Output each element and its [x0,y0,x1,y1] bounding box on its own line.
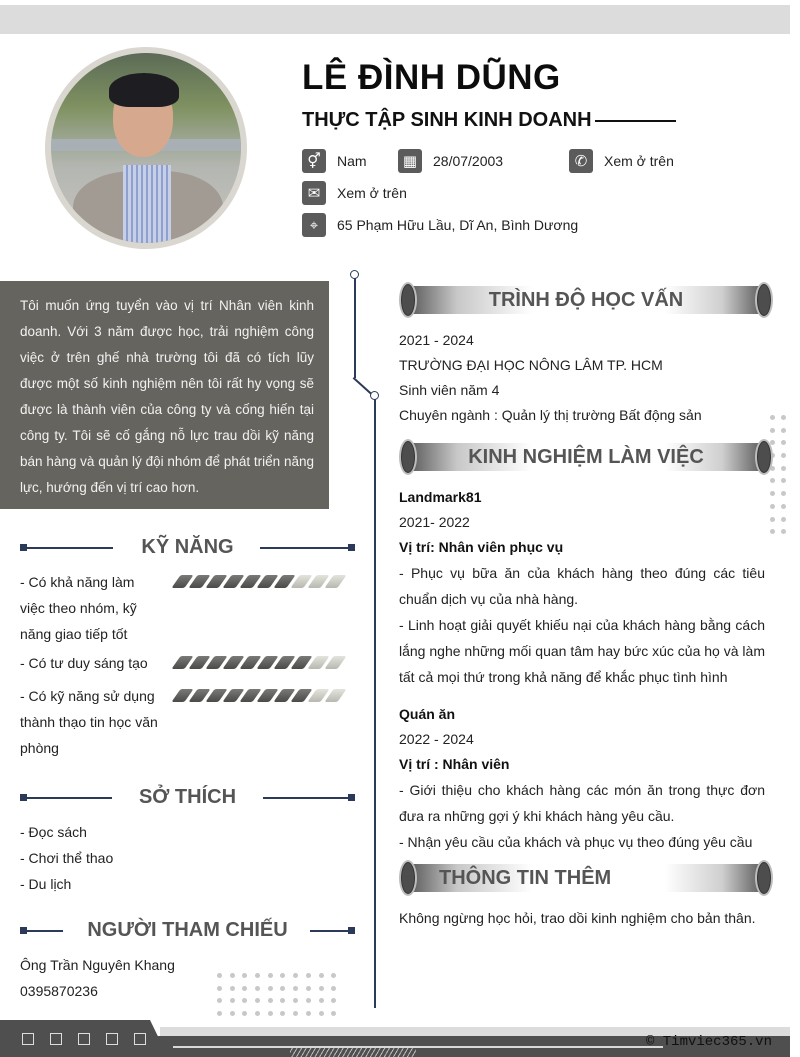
birthday-cake-icon: ▦ [398,149,422,173]
job-position: Vị trí : Nhân viên [399,756,510,772]
reference-phone: 0395870236 [20,983,98,999]
info-address [302,213,578,237]
skill-rating-bar [176,656,342,669]
job-company: Landmark81 [399,489,482,505]
job-period: 2021- 2022 [399,514,470,530]
education-status: Sinh viên năm 4 [399,382,500,398]
phone-icon: ✆ [569,149,593,173]
skill-rating-bar [176,575,342,588]
phone-value: Xem ở trên [604,153,674,169]
decorative-dot-grid [217,973,336,1016]
top-band [0,5,790,34]
reference-name: Ông Trần Nguyên Khang [20,957,175,973]
job-duty: - Giới thiệu cho khách hàng các món ăn trong thực đơn đưa ra những gợi ý khi khách hàng yêu cầu. [399,782,765,824]
skill-label: - Có tư duy sáng tạo [20,655,148,671]
references-heading: NGƯỜI THAM CHIẾU [20,915,355,945]
reference-details [20,952,175,1004]
education-major: Chuyên ngành : Quản lý thị trường Bất động sản [399,407,702,423]
email-value: Xem ở trên [337,185,407,201]
address-value: 65 Phạm Hữu Lầu, Dĩ An, Bình Dương [337,217,579,233]
title-divider [595,120,676,122]
birthday-value: 28/07/2003 [433,153,504,169]
hobbies-heading: SỞ THÍCH [20,782,355,812]
education-period: 2021 - 2024 [399,332,474,348]
job-company: Quán ăn [399,706,456,722]
education-school: TRƯỜNG ĐẠI HỌC NÔNG LÂM TP. HCM [399,357,663,373]
skill-rating-bar [176,689,342,702]
additional-info-heading: THÔNG TIN THÊM [399,860,773,896]
footer-decorative-squares [22,1033,146,1045]
candidate-name: LÊ ĐÌNH DŨNG [302,58,561,97]
experience-heading: KINH NGHIỆM LÀM VIỆC [399,439,773,475]
education-heading: TRÌNH ĐỘ HỌC VẤN [399,282,773,318]
career-objective: Tôi muốn ứng tuyển vào vị trí Nhân viên kinh doanh. Với 3 năm được học, trải nghiệm công việc ở trên ghế nhà trường tôi đã có tích lũy được một số kinh nghiệm nên tôi rất hy vọng sẽ được là thành viên của công ty và cống hiến tại công ty. Tôi sẽ cố gắng nỗ lực trau dồi kỹ năng bán hàng và quản lý đội nhóm để phát triển năng lực, hướng đến vị trí cao hơn. [0,281,329,509]
timeline-node [370,391,379,400]
experience-job [399,702,765,855]
hobby-item: - Chơi thể thao [20,850,114,866]
avatar [45,47,247,249]
profile-photo [51,53,241,243]
location-pin-icon: ⌖ [302,213,326,237]
info-gender [302,149,367,173]
job-duty: - Nhận yêu cầu của khách và phục vụ theo đúng yêu cầu [399,834,753,850]
skills-heading: KỸ NĂNG [20,532,355,562]
hobby-item: - Du lịch [20,876,72,892]
email-icon: ✉ [302,181,326,205]
experience-job [399,485,765,690]
timeline-line [354,278,356,378]
job-title: THỰC TẬP SINH KINH DOANH [302,109,592,131]
timeline-line [374,399,376,1008]
footer [0,1020,800,1057]
job-duty: - Linh hoạt giải quyết khiếu nại của khách hàng bằng cách lắng nghe những mối quan tâm hay bức xúc của họ và làm tất cả mọi thứ trong khả năng để khắc phục tình hình [399,617,765,685]
additional-info-text: Không ngừng học hỏi, trao dồi kinh nghiệm cho bản thân. [399,910,756,926]
skill-label: - Có kỹ năng sử dụng thành thạo tin học văn phòng [20,688,158,756]
job-position: Vị trí: Nhân viên phục vụ [399,539,564,555]
job-period: 2022 - 2024 [399,731,474,747]
info-phone [569,149,674,173]
hobby-item: - Đọc sách [20,824,87,840]
copyright: © Timviec365.vn [645,1034,772,1050]
gender-icon: ⚥ [302,149,326,173]
hobbies-list [20,819,113,897]
gender-value: Nam [337,153,367,169]
timeline-node [350,270,359,279]
education-details [399,328,765,428]
job-duty: - Phục vụ bữa ăn của khách hàng theo đúng các tiêu chuẩn dịch vụ của nhà hàng. [399,565,765,607]
info-email [302,181,407,205]
skill-label: - Có khả năng làm việc theo nhóm, kỹ năng giao tiếp tốt [20,574,137,642]
info-birthday [398,149,503,173]
